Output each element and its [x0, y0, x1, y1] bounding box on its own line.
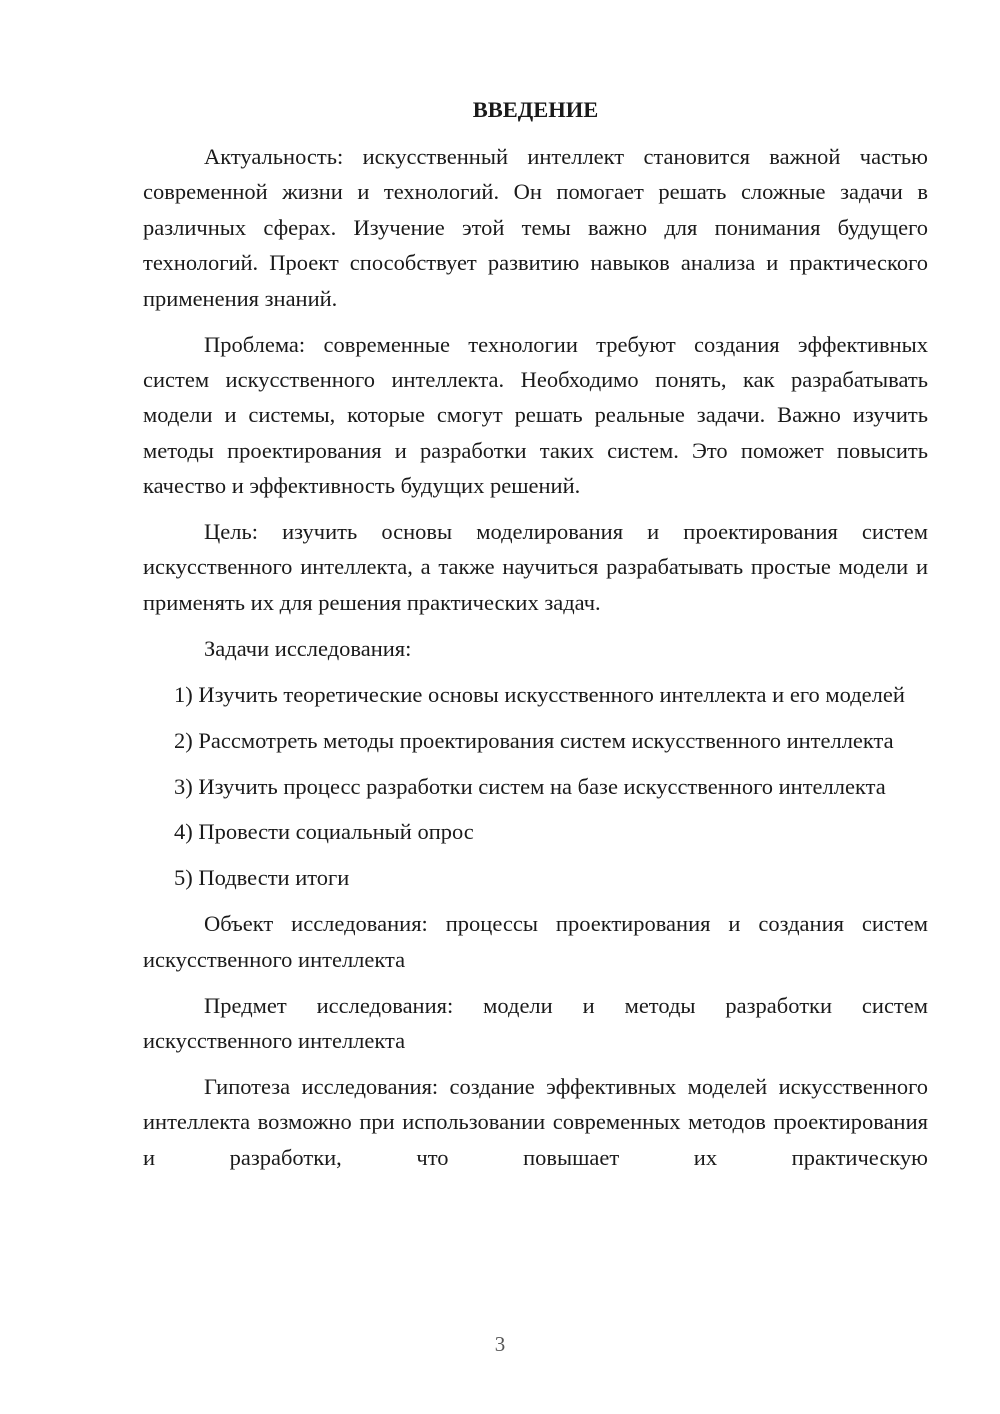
paragraph-goal: Цель: изучить основы моделирования и проектирования систем искусственного интеллекта, а также научиться разрабатывать простые модели и применять их для решения практических задач.: [143, 519, 928, 615]
paragraph-tasks-heading: Задачи исследования:: [204, 635, 412, 661]
paragraph-problem: Проблема: современные технологии требуют создания эффективных систем искусственного интеллекта. Необходимо понять, как разрабатывать модели и системы, которые смогут решать реальные задачи. Важно изучить методы проектирования и разработки таких систем. Это поможет повысить качество и эффективность будущих решений.: [143, 331, 928, 499]
task-item-5: 5) Подвести итоги: [174, 865, 350, 891]
section-title: ВВЕДЕНИЕ: [472, 97, 599, 122]
task-item-2: 2) Рассмотреть методы проектирования систем искусственного интеллекта: [174, 727, 894, 753]
task-item-1: 1) Изучить теоретические основы искусственного интеллекта и его моделей: [174, 681, 905, 707]
page-content: [143, 92, 928, 1186]
task-item-4: 4) Провести социальный опрос: [174, 819, 474, 845]
paragraph-hypothesis: Гипотеза исследования: создание эффективных моделей искусственного интеллекта возможно при использовании современных методов проектирования и разработки, что повышает их практическую: [143, 1073, 928, 1170]
task-item-3: 3) Изучить процесс разработки систем на базе искусственного интеллекта: [174, 773, 886, 799]
paragraph-subject: Предмет исследования: модели и методы разработки систем искусственного интеллекта: [143, 992, 928, 1053]
paragraph-relevance: Актуальность: искусственный интеллект становится важной частью современной жизни и технологий. Он помогает решать сложные задачи в различных сферах. Изучение этой темы важно для понимания будущего технологий. Проект способствует развитию навыков анализа и практического применения знаний.: [143, 144, 928, 311]
paragraph-object: Объект исследования: процессы проектирования и создания систем искусственного интеллекта: [143, 911, 928, 972]
page-number: 3: [494, 1332, 506, 1356]
